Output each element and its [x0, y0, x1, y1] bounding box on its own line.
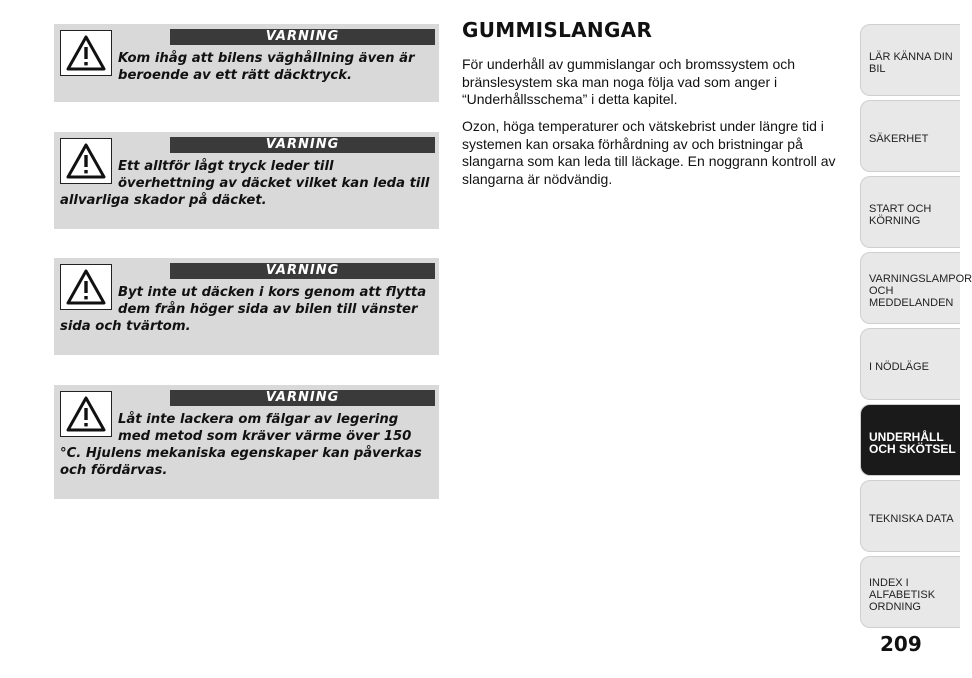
warning-box-4	[54, 385, 439, 499]
tab-label: LÄR KÄNNA DIN BIL	[869, 51, 953, 75]
warning-box-3	[54, 258, 439, 355]
tab-tekniska-data[interactable]	[860, 480, 960, 552]
tab-sakerhet[interactable]	[860, 100, 960, 172]
warning-text: Låt inte lackera om fälgar av legering med metod som kräver värme över 150 °C. Hjulens mekaniska egenskaper kan påverkas och fördärvas.	[60, 412, 422, 478]
warning-text: Byt inte ut däcken i kors genom att flytta dem från höger sida av bilen till vänster sida och tvärtom.	[60, 285, 427, 334]
tab-index[interactable]	[860, 556, 960, 628]
tab-label: SÄKERHET	[869, 133, 929, 145]
tab-label: I NÖDLÄGE	[869, 361, 929, 373]
warning-text: Ett alltför lågt tryck leder till överhettning av däcket vilket kan leda till allvarliga skador på däcket.	[60, 159, 430, 208]
tab-varningslampor[interactable]	[860, 252, 972, 324]
tab-lar-kanna-din-bil[interactable]	[860, 24, 960, 96]
tab-i-nodlage[interactable]	[860, 328, 960, 400]
warning-title: VARNING	[170, 29, 435, 45]
tab-label: UNDERHÅLL OCH SKÖTSEL	[869, 430, 956, 456]
tab-underhall-och-skotsel[interactable]	[860, 404, 960, 476]
warning-title: VARNING	[170, 390, 435, 406]
tab-label: START OCH KÖRNING	[869, 203, 932, 227]
warning-title: VARNING	[170, 137, 435, 153]
tab-start-och-korning[interactable]	[860, 176, 960, 248]
page-number: 209	[880, 632, 922, 656]
tab-label: VARNINGSLAMPOR OCH MEDDELANDEN	[869, 273, 972, 309]
warning-box-2	[54, 132, 439, 229]
warning-title: VARNING	[170, 263, 435, 279]
warning-box-1	[54, 24, 439, 102]
tab-label: INDEX I ALFABETISK ORDNING	[869, 577, 936, 613]
tab-label: TEKNISKA DATA	[869, 513, 954, 525]
warning-text: Kom ihåg att bilens väghållning även är beroende av ett rätt däcktryck.	[118, 51, 415, 83]
section-heading: GUMMISLANGAR	[462, 18, 653, 42]
paragraph-1: För underhåll av gummislangar och bromssystem och bränslesystem ska man noga följa vad som anger i “Underhållsschema” i detta kapitel.	[462, 56, 796, 107]
paragraph-2: Ozon, höga temperaturer och vätskebrist under längre tid i systemen kan orsaka förhårdning av och bristningar på slangarna som kan leda till läckage. En noggrann kontroll av slangarna är nödvändig.	[462, 118, 836, 187]
